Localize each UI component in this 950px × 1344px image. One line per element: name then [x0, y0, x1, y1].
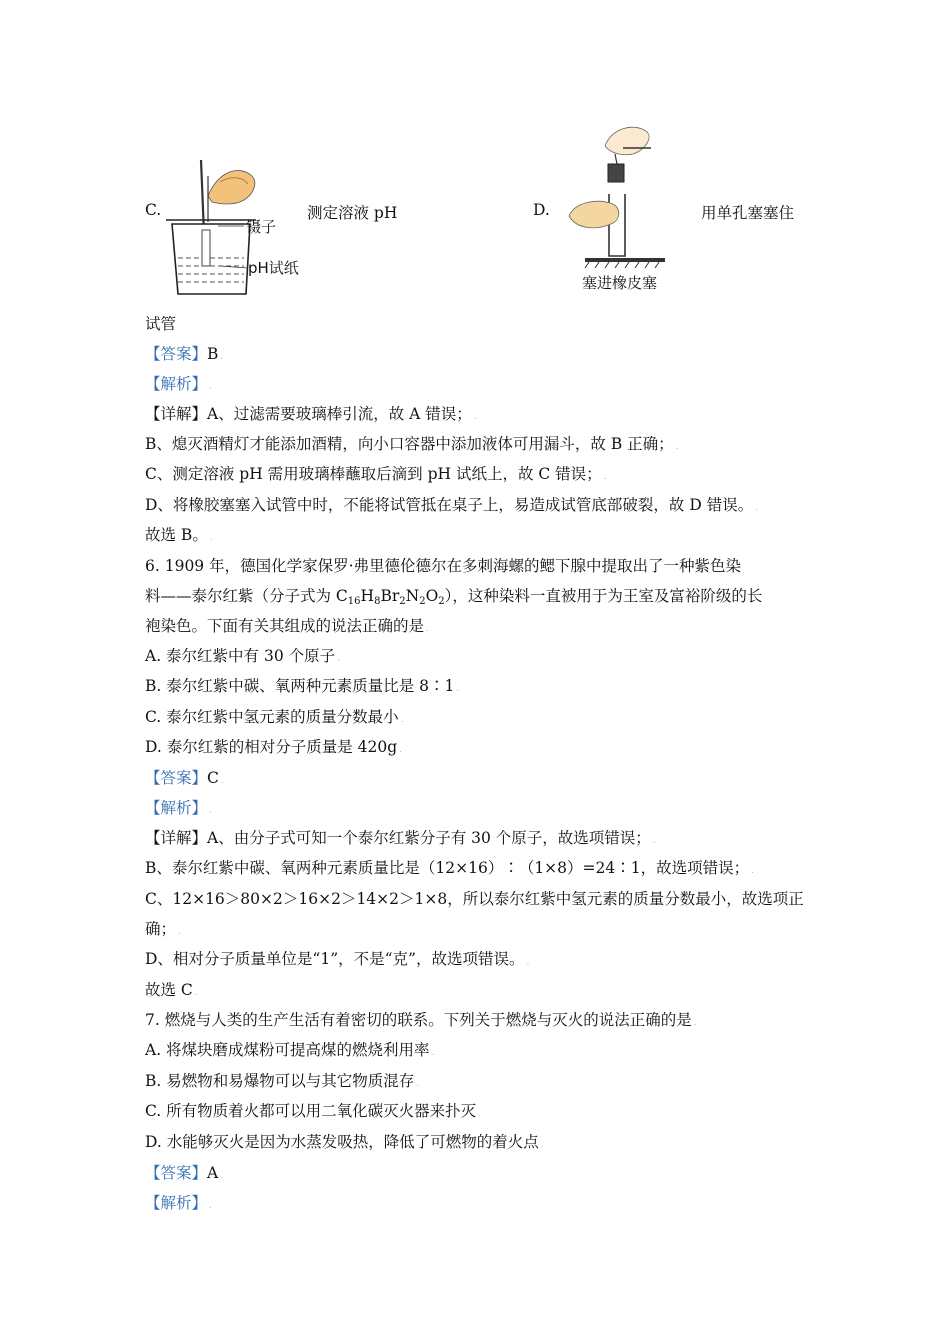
q6-option-d: D. 泰尔红紫的相对分子质量是 420g .	[145, 738, 403, 756]
q7-option-c: C. 所有物质着火都可以用二氧化碳灭火器来扑灭 .	[145, 1102, 482, 1120]
q5-detail-a: 【详解】A、过滤需要玻璃棒引流，故 A 错误； .	[145, 405, 477, 423]
q6-detail-d: D、相对分子质量单位是“1”，不是“克”，故选项错误。 .	[145, 950, 530, 968]
option-d-letter: D.	[533, 201, 550, 219]
q7-option-b: B. 易燃物和易爆物可以与其它物质混存 .	[145, 1072, 420, 1090]
q5-analysis: 【解析】 .	[145, 375, 212, 393]
answer-value: C	[207, 769, 219, 787]
option-d-label: 用单孔塞塞住	[701, 204, 795, 222]
q6-analysis: 【解析】 .	[145, 799, 212, 817]
analysis-tag: 【解析】	[145, 375, 208, 393]
stopper-figure-label: 塞进橡皮塞	[582, 274, 658, 292]
q6-option-b: B. 泰尔红紫中碳、氧两种元素质量比是 8∶1 .	[145, 677, 460, 695]
q6-stem-line1: 6. 1909 年，德国化学家保罗·弗里德伦德尔在多刺海螺的鳃下腺中提取出了一种紫色染	[145, 557, 742, 575]
tweezers-label: 镊子	[246, 218, 277, 236]
q5-detail-c: C、测定溶液 pH 需用玻璃棒蘸取后滴到 pH 试纸上，故 C 错误； .	[145, 465, 607, 483]
q6-conclusion: 故选 C .	[145, 981, 198, 999]
q7-option-a: A. 将煤块磨成煤粉可提高煤的燃烧利用率 .	[145, 1041, 435, 1059]
stopper-figure	[565, 120, 685, 298]
q6-detail-a: 【详解】A、由分子式可知一个泰尔红紫分子有 30 个原子，故选项错误； .	[145, 829, 656, 847]
detail-text: A、过滤需要玻璃棒引流，故 A 错误；	[207, 405, 472, 423]
detail-tag: 【详解】	[145, 405, 208, 423]
option-c-label: 测定溶液 pH	[307, 204, 398, 222]
q6-option-a: A. 泰尔红紫中有 30 个原子 .	[145, 647, 341, 665]
answer-tag: 【答案】	[145, 1164, 208, 1182]
q6-option-c: C. 泰尔红紫中氢元素的质量分数最小 .	[145, 708, 404, 726]
ph-paper-label: pH试纸	[248, 259, 299, 277]
table-shape	[585, 258, 665, 262]
answer-tag: 【答案】	[145, 345, 208, 363]
ph-test-figure	[160, 158, 310, 300]
lower-hand-drawing	[569, 201, 619, 228]
analysis-tag: 【解析】	[145, 1194, 208, 1212]
q5-detail-d: D、将橡胶塞塞入试管中时，不能将试管抵在桌子上，易造成试管底部破裂，故 D 错误。 .	[145, 496, 759, 514]
hand-drawing	[208, 170, 255, 204]
q6-detail-b: B、泰尔红紫中碳、氧两种元素质量比是（12×16）∶（1×8）=24∶1，故选项错误； .	[145, 859, 754, 877]
detail-tag: 【详解】	[145, 829, 208, 847]
beaker-shape	[172, 224, 250, 294]
q5-conclusion: 故选 B。 .	[145, 526, 213, 544]
q6-stem-line3: 袍染色。下面有关其组成的说法正确的是 .	[145, 617, 429, 635]
q7-analysis: 【解析】 .	[145, 1194, 212, 1212]
q7-option-d: D. 水能够灭火是因为水蒸发吸热，降低了可燃物的着火点 .	[145, 1133, 544, 1151]
upper-hand-drawing	[605, 127, 649, 155]
q7-answer: 【答案】A .	[145, 1164, 224, 1182]
answer-value: A	[207, 1164, 219, 1182]
option-c-letter: C.	[145, 201, 162, 219]
option-d-label-tail: 试管	[145, 315, 177, 333]
answer-value: B	[207, 345, 219, 363]
q6-stem-line2: 料——泰尔红紫（分子式为 $C_{16}H_8Br_2N_2O_2$），这种染料一直被用于为王室及富裕阶级的长	[145, 587, 763, 607]
q6-detail-c-line2: 确； .	[145, 920, 181, 938]
q6-answer: 【答案】C .	[145, 769, 224, 787]
rubber-stopper-shape	[608, 164, 624, 182]
q6-detail-c-line1: C、12×16＞80×2＞16×2＞14×2＞1×8，所以泰尔红紫中氢元素的质量分数最小，故选项正	[145, 890, 804, 908]
ph-paper-shape	[202, 230, 210, 266]
q7-stem: 7. 燃烧与人类的生产生活有着密切的联系。下列关于燃烧与灭火的说法正确的是 .	[145, 1011, 697, 1029]
analysis-tag: 【解析】	[145, 799, 208, 817]
q5-answer: 【答案】B .	[145, 345, 224, 363]
q5-detail-b: B、熄灭酒精灯才能添加酒精，向小口容器中添加液体可用漏斗，故 B 正确； .	[145, 435, 679, 453]
answer-tag: 【答案】	[145, 769, 208, 787]
